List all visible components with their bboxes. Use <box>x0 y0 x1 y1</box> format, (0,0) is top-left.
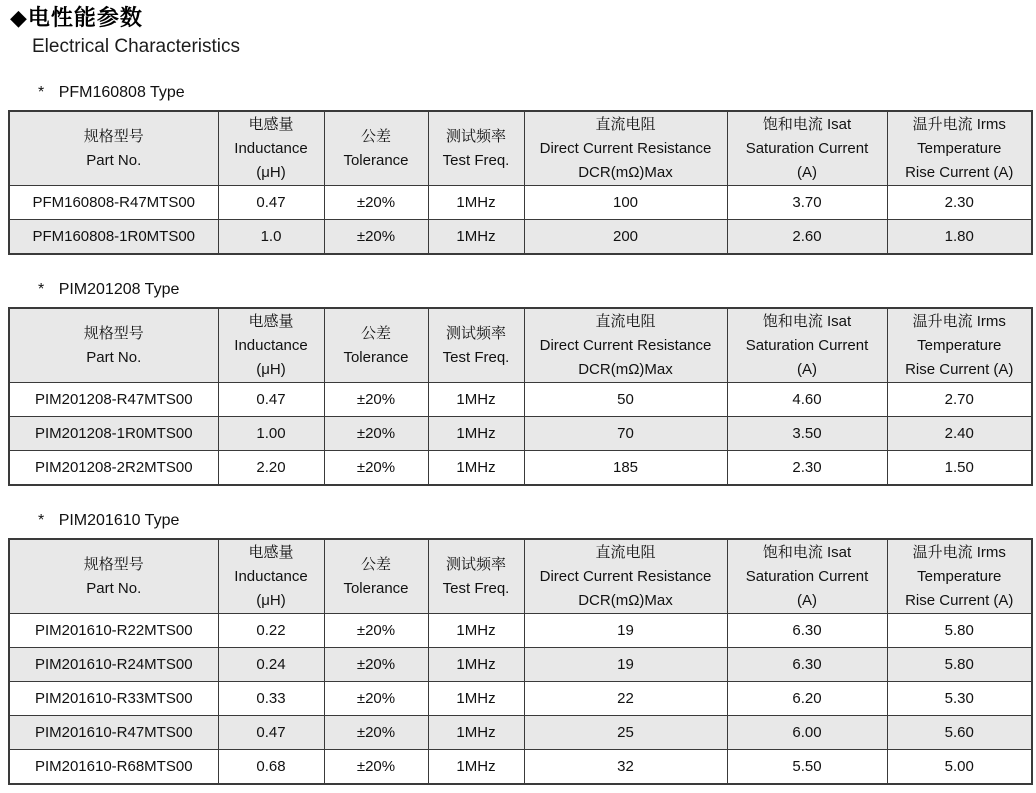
header-part-no-en: Part No. <box>86 348 142 366</box>
cell-test-freq: 1MHz <box>428 383 524 417</box>
cell-inductance: 0.47 <box>218 716 324 750</box>
header-irms-zh: 温升电流 Irms <box>912 115 1006 133</box>
header-inductance-unit: (μH) <box>256 360 286 378</box>
table-section-title <box>38 281 1031 299</box>
header-irms-zh: 温升电流 Irms <box>912 543 1006 561</box>
table-section-title <box>38 84 1031 102</box>
cell-isat: 6.00 <box>727 716 887 750</box>
header-part-no-en: Part No. <box>86 151 142 169</box>
header-inductance-unit: (μH) <box>256 591 286 609</box>
cell-dcr: 32 <box>524 750 727 785</box>
table-type-label: PFM160808 Type <box>58 84 185 101</box>
header-row <box>9 111 1032 186</box>
col-header-dcr <box>524 308 727 383</box>
header-part-no-zh: 规格型号 <box>83 127 144 145</box>
col-header-test-freq <box>428 308 524 383</box>
cell-inductance: 0.22 <box>218 614 324 648</box>
header-test-freq-en: Test Freq. <box>442 151 510 169</box>
table-row <box>9 750 1032 785</box>
header-irms-zh: 温升电流 Irms <box>912 312 1006 330</box>
table-type-label: PIM201208 Type <box>58 281 180 298</box>
cell-tolerance: ±20% <box>324 750 428 785</box>
table-type-label: PIM201610 Type <box>58 512 180 529</box>
col-header-part-no <box>9 111 218 186</box>
cell-inductance: 0.47 <box>218 383 324 417</box>
table-body <box>9 614 1032 785</box>
cell-irms: 5.00 <box>887 750 1032 785</box>
cell-irms: 2.30 <box>887 186 1032 220</box>
header-dcr-en: Direct Current Resistance <box>539 336 712 354</box>
col-header-isat <box>727 539 887 614</box>
cell-tolerance: ±20% <box>324 417 428 451</box>
cell-irms: 5.80 <box>887 614 1032 648</box>
cell-isat: 6.30 <box>727 648 887 682</box>
header-isat-zh: 饱和电流 Isat <box>762 543 852 561</box>
header-isat-unit: (A) <box>797 360 817 378</box>
col-header-dcr <box>524 539 727 614</box>
type-table-section <box>8 281 1031 486</box>
header-isat-unit: (A) <box>797 163 817 181</box>
cell-test-freq: 1MHz <box>428 451 524 486</box>
cell-inductance: 0.68 <box>218 750 324 785</box>
table-section-title <box>38 512 1031 530</box>
col-header-irms <box>887 539 1032 614</box>
cell-part-no: PIM201208-2R2MTS00 <box>9 451 218 486</box>
asterisk-bullet: * <box>38 512 45 529</box>
header-dcr-zh: 直流电阻 <box>595 115 656 133</box>
header-dcr-unit: DCR(mΩ)Max <box>578 163 673 181</box>
cell-part-no: PIM201208-R47MTS00 <box>9 383 218 417</box>
cell-dcr: 19 <box>524 648 727 682</box>
cell-irms: 1.50 <box>887 451 1032 486</box>
col-header-test-freq <box>428 111 524 186</box>
cell-isat: 2.60 <box>727 220 887 255</box>
col-header-tolerance <box>324 539 428 614</box>
col-header-inductance <box>218 308 324 383</box>
cell-irms: 5.80 <box>887 648 1032 682</box>
header-test-freq-en: Test Freq. <box>442 348 510 366</box>
col-header-dcr <box>524 111 727 186</box>
col-header-tolerance <box>324 308 428 383</box>
header-row <box>9 308 1032 383</box>
header-test-freq-zh: 测试频率 <box>445 324 506 342</box>
header-tolerance-zh: 公差 <box>360 127 391 145</box>
cell-test-freq: 1MHz <box>428 750 524 785</box>
header-irms-unit: Rise Current (A) <box>905 360 1014 378</box>
header-tolerance-en: Tolerance <box>343 348 409 366</box>
cell-part-no: PFM160808-R47MTS00 <box>9 186 218 220</box>
header-isat-zh: 饱和电流 Isat <box>762 115 852 133</box>
cell-tolerance: ±20% <box>324 716 428 750</box>
cell-inductance: 2.20 <box>218 451 324 486</box>
asterisk-bullet: * <box>38 84 45 101</box>
header-test-freq-zh: 测试频率 <box>445 555 506 573</box>
cell-part-no: PIM201610-R24MTS00 <box>9 648 218 682</box>
cell-inductance: 0.47 <box>218 186 324 220</box>
cell-test-freq: 1MHz <box>428 186 524 220</box>
cell-part-no: PIM201610-R22MTS00 <box>9 614 218 648</box>
table-row <box>9 383 1032 417</box>
header-isat-en: Saturation Current <box>745 567 869 585</box>
cell-isat: 5.50 <box>727 750 887 785</box>
header-inductance-zh: 电感量 <box>248 312 294 330</box>
table-row <box>9 614 1032 648</box>
asterisk-bullet: * <box>38 281 45 298</box>
cell-dcr: 50 <box>524 383 727 417</box>
table-row <box>9 682 1032 716</box>
cell-tolerance: ±20% <box>324 614 428 648</box>
cell-test-freq: 1MHz <box>428 648 524 682</box>
table-row <box>9 417 1032 451</box>
header-tolerance-en: Tolerance <box>343 151 409 169</box>
col-header-isat <box>727 111 887 186</box>
cell-dcr: 100 <box>524 186 727 220</box>
header-inductance-en: Inductance <box>234 336 308 354</box>
header-irms-en: Temperature <box>917 336 1002 354</box>
col-header-test-freq <box>428 539 524 614</box>
cell-test-freq: 1MHz <box>428 614 524 648</box>
cell-test-freq: 1MHz <box>428 417 524 451</box>
cell-part-no: PIM201208-1R0MTS00 <box>9 417 218 451</box>
cell-inductance: 0.24 <box>218 648 324 682</box>
table-row <box>9 716 1032 750</box>
header-inductance-zh: 电感量 <box>248 115 294 133</box>
header-row <box>9 539 1032 614</box>
type-table-section <box>8 84 1031 255</box>
cell-tolerance: ±20% <box>324 220 428 255</box>
cell-isat: 6.20 <box>727 682 887 716</box>
header-dcr-en: Direct Current Resistance <box>539 139 712 157</box>
cell-part-no: PIM201610-R33MTS00 <box>9 682 218 716</box>
cell-dcr: 19 <box>524 614 727 648</box>
header-isat-zh: 饱和电流 Isat <box>762 312 852 330</box>
table-row <box>9 220 1032 255</box>
header-tolerance-zh: 公差 <box>360 555 391 573</box>
cell-test-freq: 1MHz <box>428 716 524 750</box>
header-dcr-zh: 直流电阻 <box>595 312 656 330</box>
table-row <box>9 451 1032 486</box>
col-header-inductance <box>218 111 324 186</box>
col-header-irms <box>887 111 1032 186</box>
spec-table <box>8 307 1033 486</box>
header-irms-unit: Rise Current (A) <box>905 163 1014 181</box>
col-header-part-no <box>9 539 218 614</box>
header-part-no-en: Part No. <box>86 579 142 597</box>
cell-irms: 2.70 <box>887 383 1032 417</box>
header-inductance-unit: (μH) <box>256 163 286 181</box>
spec-table <box>8 110 1033 255</box>
header-test-freq-en: Test Freq. <box>442 579 510 597</box>
cell-irms: 1.80 <box>887 220 1032 255</box>
header-inductance-en: Inductance <box>234 567 308 585</box>
cell-isat: 2.30 <box>727 451 887 486</box>
type-table-section <box>8 512 1031 785</box>
cell-part-no: PIM201610-R68MTS00 <box>9 750 218 785</box>
cell-dcr: 25 <box>524 716 727 750</box>
table-body <box>9 186 1032 255</box>
col-header-irms <box>887 308 1032 383</box>
header-irms-unit: Rise Current (A) <box>905 591 1014 609</box>
cell-irms: 2.40 <box>887 417 1032 451</box>
cell-part-no: PIM201610-R47MTS00 <box>9 716 218 750</box>
cell-isat: 3.70 <box>727 186 887 220</box>
cell-inductance: 1.00 <box>218 417 324 451</box>
col-header-part-no <box>9 308 218 383</box>
cell-inductance: 0.33 <box>218 682 324 716</box>
page-title-en: Electrical Characteristics <box>32 36 240 57</box>
tables-container <box>8 84 1031 785</box>
table-row <box>9 648 1032 682</box>
header-irms-en: Temperature <box>917 567 1002 585</box>
header-part-no-zh: 规格型号 <box>83 555 144 573</box>
header-dcr-unit: DCR(mΩ)Max <box>578 360 673 378</box>
spec-table <box>8 538 1033 785</box>
header-dcr-en: Direct Current Resistance <box>539 567 712 585</box>
col-header-inductance <box>218 539 324 614</box>
cell-irms: 5.30 <box>887 682 1032 716</box>
header-inductance-en: Inductance <box>234 139 308 157</box>
cell-dcr: 200 <box>524 220 727 255</box>
cell-dcr: 70 <box>524 417 727 451</box>
col-header-tolerance <box>324 111 428 186</box>
table-row <box>9 186 1032 220</box>
cell-tolerance: ±20% <box>324 451 428 486</box>
header-part-no-zh: 规格型号 <box>83 324 144 342</box>
page-title-zh: ◆电性能参数 <box>10 5 143 30</box>
header-test-freq-zh: 测试频率 <box>445 127 506 145</box>
cell-tolerance: ±20% <box>324 186 428 220</box>
cell-inductance: 1.0 <box>218 220 324 255</box>
cell-irms: 5.60 <box>887 716 1032 750</box>
cell-dcr: 22 <box>524 682 727 716</box>
header-irms-en: Temperature <box>917 139 1002 157</box>
cell-test-freq: 1MHz <box>428 682 524 716</box>
cell-test-freq: 1MHz <box>428 220 524 255</box>
cell-isat: 4.60 <box>727 383 887 417</box>
col-header-isat <box>727 308 887 383</box>
cell-isat: 3.50 <box>727 417 887 451</box>
cell-dcr: 185 <box>524 451 727 486</box>
cell-isat: 6.30 <box>727 614 887 648</box>
header-tolerance-en: Tolerance <box>343 579 409 597</box>
cell-tolerance: ±20% <box>324 648 428 682</box>
cell-tolerance: ±20% <box>324 682 428 716</box>
header-inductance-zh: 电感量 <box>248 543 294 561</box>
header-dcr-unit: DCR(mΩ)Max <box>578 591 673 609</box>
header-isat-unit: (A) <box>797 591 817 609</box>
cell-part-no: PFM160808-1R0MTS00 <box>9 220 218 255</box>
header-dcr-zh: 直流电阻 <box>595 543 656 561</box>
cell-tolerance: ±20% <box>324 383 428 417</box>
header-tolerance-zh: 公差 <box>360 324 391 342</box>
header-isat-en: Saturation Current <box>745 139 869 157</box>
table-body <box>9 383 1032 486</box>
header-isat-en: Saturation Current <box>745 336 869 354</box>
